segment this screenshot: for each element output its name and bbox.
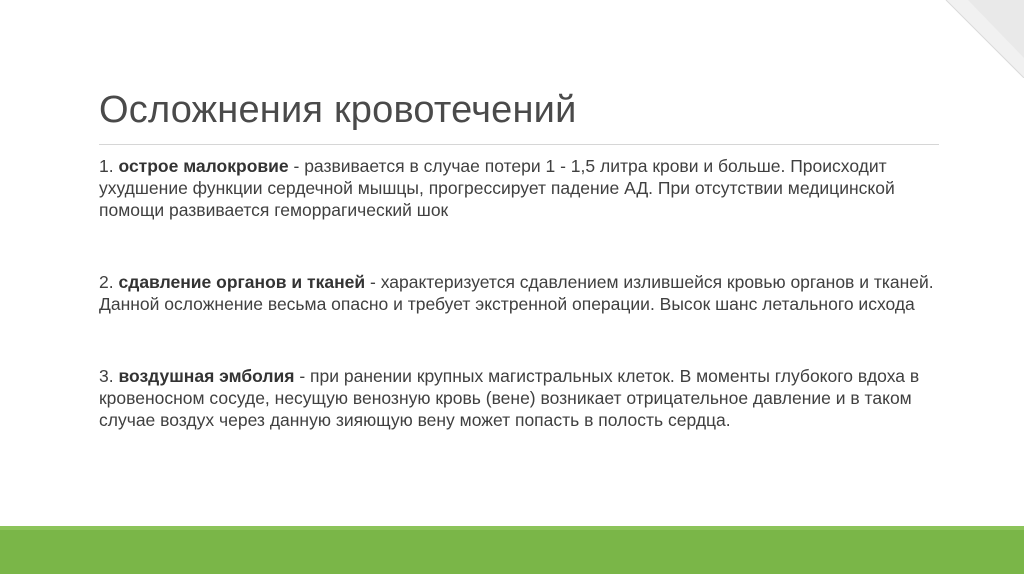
item-term: сдавление органов и тканей bbox=[118, 272, 366, 292]
title-divider bbox=[99, 144, 939, 145]
slide-title: Осложнения кровотечений bbox=[99, 89, 577, 131]
item-term: острое малокровие bbox=[118, 156, 289, 176]
list-item bbox=[99, 155, 949, 221]
item-term: воздушная эмболия bbox=[118, 366, 295, 386]
item-text: - характеризуется сдавлением излившейся кровью органов и тканей. Данной осложнение весьма опасно и требует экстренной операции. Высок шанс летального исхода bbox=[99, 272, 934, 314]
list-item bbox=[99, 365, 949, 431]
item-number: 2. bbox=[99, 272, 114, 292]
item-text: - при ранении крупных магистральных клеток. В моменты глубокого вдоха в кровеносном сосуде, несущую венозную кровь (вене) возникает отрицательное давление и в таком случае воздух через данную зияющую вену может попасть в полость сердца. bbox=[99, 366, 920, 430]
item-text: - развивается в случае потери 1 - 1,5 литра крови и больше. Происходит ухудшение функции сердечной мышцы, прогрессирует падение АД. При отсутствии медицинской помощи развивается геморрагический шок bbox=[99, 156, 895, 220]
list-item bbox=[99, 271, 949, 315]
item-number: 3. bbox=[99, 366, 114, 386]
item-number: 1. bbox=[99, 156, 114, 176]
slide-body bbox=[99, 155, 949, 431]
footer-accent-bar bbox=[0, 530, 1024, 574]
corner-decoration bbox=[928, 0, 1024, 78]
